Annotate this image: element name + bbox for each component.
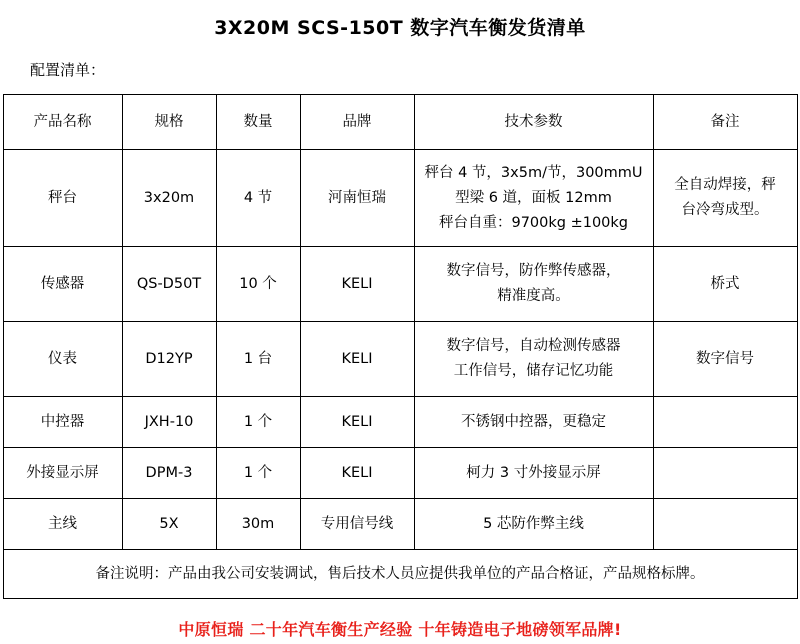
header-brand: 品牌 — [300, 95, 414, 150]
cell-quantity: 30m — [216, 499, 300, 550]
table-header-row — [3, 95, 797, 150]
cell-parameters: 柯力 3 寸外接显示屏 — [414, 448, 653, 499]
cell-spec: QS-D50T — [122, 247, 216, 322]
cell-quantity: 10 个 — [216, 247, 300, 322]
table-header — [3, 95, 797, 150]
cell-product-name: 仪表 — [3, 322, 122, 397]
table-row — [3, 322, 797, 397]
param-line: 工作信号，储存记忆功能 — [453, 363, 614, 379]
cell-remark: 数字信号 — [653, 322, 797, 397]
table-footer-row — [3, 550, 797, 599]
cell-remark — [653, 499, 797, 550]
cell-spec: D12YP — [122, 322, 216, 397]
cell-remark: 桥式 — [653, 247, 797, 322]
header-product-name: 产品名称 — [3, 95, 122, 150]
cell-spec: 3x20m — [122, 150, 216, 247]
cell-parameters — [414, 150, 653, 247]
remark-line: 台冷弯成型。 — [681, 202, 769, 218]
cell-brand: 专用信号线 — [300, 499, 414, 550]
table-row — [3, 448, 797, 499]
table-row — [3, 150, 797, 247]
cell-parameters: 5 芯防作弊主线 — [414, 499, 653, 550]
cell-product-name: 秤台 — [3, 150, 122, 247]
param-line: 精准度高。 — [497, 288, 570, 304]
cell-quantity: 4 节 — [216, 150, 300, 247]
header-remark: 备注 — [653, 95, 797, 150]
config-list-label: 配置清单： — [30, 61, 106, 79]
cell-quantity: 1 个 — [216, 397, 300, 448]
table-body — [3, 150, 797, 599]
spec-table — [3, 94, 798, 599]
cell-remark — [653, 397, 797, 448]
cell-quantity: 1 个 — [216, 448, 300, 499]
page-title: 3X20M SCS-150T 数字汽车衡发货清单 — [214, 17, 586, 39]
param-line: 数字信号，防作弊传感器， — [446, 263, 621, 279]
footer-note: 备注说明：产品由我公司安装调试，售后技术人员应提供我单位的产品合格证，产品规格标牌。 — [3, 550, 797, 599]
header-parameters: 技术参数 — [414, 95, 653, 150]
cell-spec: JXH-10 — [122, 397, 216, 448]
header-spec: 规格 — [122, 95, 216, 150]
header-quantity: 数量 — [216, 95, 300, 150]
cell-product-name: 外接显示屏 — [3, 448, 122, 499]
cell-brand: KELI — [300, 247, 414, 322]
table-row — [3, 499, 797, 550]
document-page — [0, 14, 800, 644]
cell-product-name: 传感器 — [3, 247, 122, 322]
cell-product-name: 主线 — [3, 499, 122, 550]
cell-brand: KELI — [300, 322, 414, 397]
cell-parameters: 不锈钢中控器，更稳定 — [414, 397, 653, 448]
cell-brand: 河南恒瑞 — [300, 150, 414, 247]
cell-product-name: 中控器 — [3, 397, 122, 448]
cell-spec: DPM-3 — [122, 448, 216, 499]
cell-quantity: 1 台 — [216, 322, 300, 397]
table-row — [3, 247, 797, 322]
param-line: 型梁 6 道，面板 12mm — [455, 189, 612, 206]
param-line: 数字信号，自动检测传感器 — [446, 338, 621, 354]
cell-spec: 5X — [122, 499, 216, 550]
table-row — [3, 397, 797, 448]
param-line: 秤台 4 节，3x5m/节，300mmU — [424, 164, 643, 181]
company-slogan: 中原恒瑞 二十年汽车衡生产经验 十年铸造电子地磅领军品牌! — [178, 620, 622, 639]
param-line: 秤台自重：9700kg ±100kg — [438, 214, 629, 231]
remark-line: 全自动焊接，秤 — [674, 177, 776, 193]
cell-remark — [653, 448, 797, 499]
cell-remark — [653, 150, 797, 247]
cell-parameters — [414, 322, 653, 397]
cell-parameters — [414, 247, 653, 322]
cell-brand: KELI — [300, 448, 414, 499]
cell-brand: KELI — [300, 397, 414, 448]
